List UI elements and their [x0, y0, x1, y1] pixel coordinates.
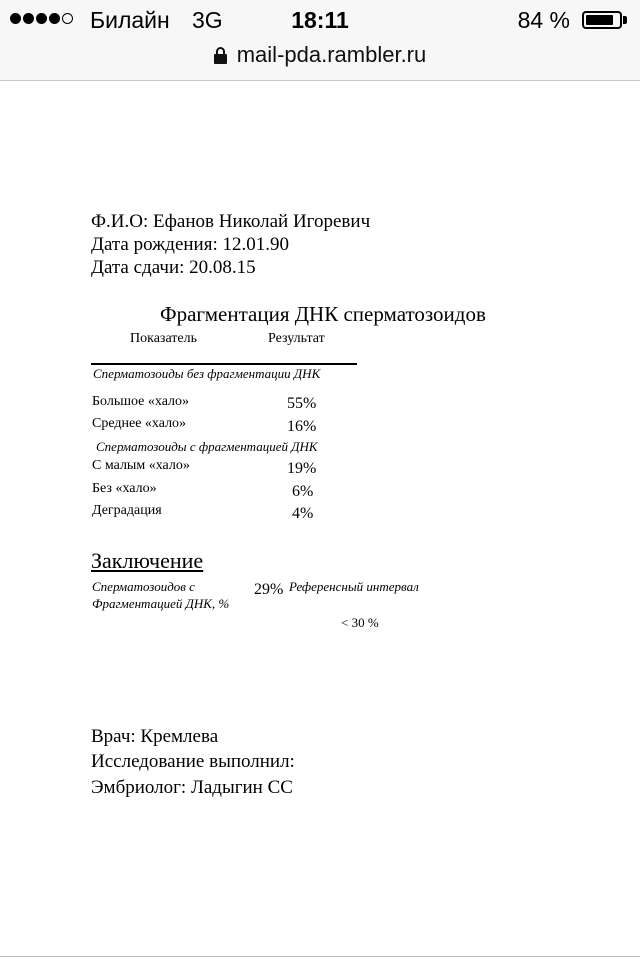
- birth-date: Дата рождения: 12.01.90: [91, 234, 289, 255]
- url-display[interactable]: [214, 42, 427, 68]
- reference-interval-label: Референсный интервал: [289, 579, 419, 594]
- row-label: Большое «хало»: [92, 394, 190, 409]
- column-header-result: Результат: [268, 331, 325, 346]
- clock: 18:11: [291, 7, 349, 33]
- reference-interval-value: < 30 %: [341, 615, 379, 630]
- row-label: Без «хало»: [92, 481, 157, 496]
- conclusion-heading: Заключение: [91, 548, 204, 573]
- group-heading-no-fragmentation: Сперматозоиды без фрагментации ДНК: [93, 366, 321, 381]
- document-page: [0, 81, 640, 960]
- group-heading-with-fragmentation: Сперматозоиды с фрагментацией ДНК: [96, 439, 318, 454]
- battery-icon: [582, 11, 622, 29]
- battery-nub: [623, 16, 627, 24]
- row-value: 16%: [287, 418, 317, 435]
- row-value: 4%: [292, 505, 314, 522]
- row-label: С малым «хало»: [92, 458, 190, 473]
- header-divider: [91, 363, 357, 365]
- carrier-name: Билайн: [90, 7, 170, 33]
- row-value: 55%: [287, 395, 317, 412]
- battery-percent: 84 %: [517, 7, 570, 33]
- performed-by-line: Исследование выполнил:: [91, 751, 295, 772]
- report-title: Фрагментация ДНК сперматозоидов: [160, 302, 486, 326]
- url-text: mail-pda.rambler.ru: [236, 42, 427, 67]
- battery-level-fill: [586, 15, 613, 25]
- lock-icon: [214, 47, 227, 63]
- bottom-edge: [0, 956, 640, 957]
- column-header-indicator: Показатель: [130, 331, 197, 346]
- row-label: Деградация: [92, 503, 162, 518]
- row-value: 6%: [292, 483, 314, 500]
- network-type: 3G: [192, 7, 223, 33]
- conclusion-label-line2: Фрагментацией ДНК, %: [92, 596, 230, 611]
- doctor-line: Врач: Кремлева: [91, 726, 219, 747]
- conclusion-value: 29%: [254, 581, 284, 598]
- submit-date: Дата сдачи: 20.08.15: [91, 257, 256, 278]
- row-label: Среднее «хало»: [92, 416, 187, 431]
- row-value: 19%: [287, 460, 317, 477]
- conclusion-label-line1: Сперматозоидов с: [92, 579, 195, 594]
- embryologist-line: Эмбриолог: Ладыгин СС: [91, 777, 293, 798]
- status-bar: [0, 0, 640, 40]
- patient-name: Ф.И.О: Ефанов Николай Игоревич: [91, 211, 371, 232]
- address-bar[interactable]: [0, 40, 640, 81]
